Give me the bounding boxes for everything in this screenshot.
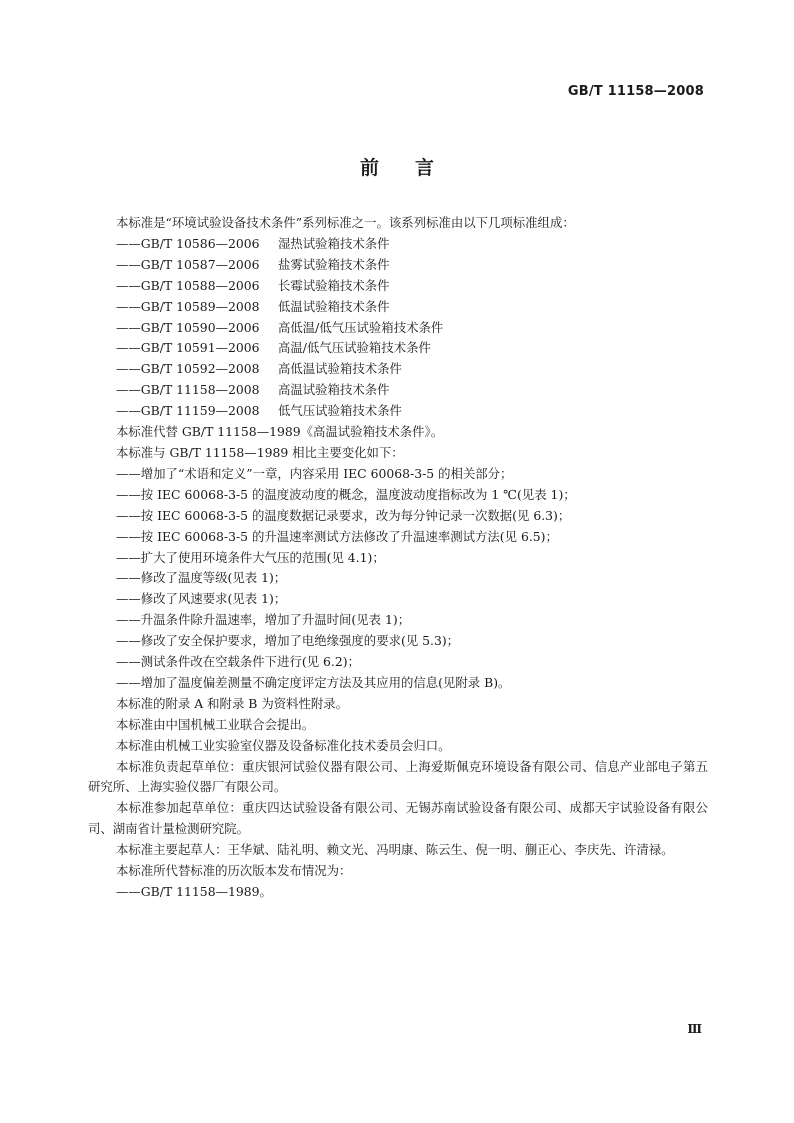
change-item: ——扩大了使用环境条件大气压的范围(见 4.1)； (116, 549, 385, 565)
change-item: ——修改了风速要求(见表 1)； (116, 591, 287, 607)
series-code: ——GB/T 10589—2008 (116, 298, 260, 314)
drafters-paragraph: 本标准主要起草人：王华斌、陆礼明、赖文光、冯明康、陈云生、倪一明、蒯正心、李庆先、许清禄。 (116, 842, 674, 858)
series-name: 高温/低气压试验箱技术条件 (278, 340, 431, 356)
series-code: ——GB/T 10587—2006 (116, 256, 260, 272)
page-number: Ⅲ (687, 1022, 702, 1036)
intro-paragraph: 本标准是“环境试验设备技术条件”系列标准之一。该系列标准由以下几项标准组成： (116, 215, 575, 230)
series-item (88, 359, 708, 380)
series-code: ——GB/T 10588—2006 (116, 277, 260, 293)
series-code: ——GB/T 11159—2008 (116, 403, 260, 419)
series-item (88, 276, 708, 297)
series-item (88, 401, 708, 422)
series-name: 高低温/低气压试验箱技术条件 (278, 319, 444, 335)
document-body (88, 213, 708, 903)
page-title: 前言 (359, 157, 470, 179)
drafting-units-paragraph: 本标准负责起草单位：重庆银河试验仪器有限公司、上海爱斯佩克环境设备有限公司、信息产业部电子第五研究所、上海实验仪器厂有限公司。 (88, 758, 708, 795)
replaces-paragraph: 本标准代替 GB/T 11158—1989《高温试验箱技术条件》。 (116, 424, 444, 440)
standard-code-header: GB/T 11158—2008 (567, 84, 704, 99)
series-item (88, 255, 708, 276)
change-item: ——增加了“术语和定义”一章，内容采用 IEC 60068-3-5 的相关部分； (116, 465, 513, 481)
series-item (88, 234, 708, 255)
series-name: 湿热试验箱技术条件 (278, 235, 390, 251)
series-item (88, 297, 708, 318)
series-code: ——GB/T 11158—2008 (116, 382, 260, 398)
series-name: 高低温试验箱技术条件 (278, 361, 402, 377)
series-code: ——GB/T 10586—2006 (116, 235, 260, 251)
change-item: ——升温条件除升温速率，增加了升温时间(见表 1)； (116, 612, 411, 628)
series-code: ——GB/T 10590—2006 (116, 319, 260, 335)
managed-by-paragraph: 本标准由机械工业实验室仪器及设备标准化技术委员会归口。 (116, 737, 451, 753)
series-name: 低气压试验箱技术条件 (278, 403, 402, 419)
change-item: ——按 IEC 60068-3-5 的升温速率测试方法修改了升温速率测试方法(见 6.5)； (116, 528, 558, 544)
series-item (88, 338, 708, 359)
series-name: 高温试验箱技术条件 (278, 382, 390, 398)
series-name: 低温试验箱技术条件 (278, 298, 390, 314)
change-item: ——测试条件改在空载条件下进行(见 6.2)； (116, 654, 360, 670)
change-item: ——修改了安全保护要求，增加了电绝缘强度的要求(见 5.3)； (116, 633, 460, 649)
change-item: ——按 IEC 60068-3-5 的温度数据记录要求，改为每分钟记录一次数据(见 6.3)； (116, 507, 571, 523)
change-item: ——按 IEC 60068-3-5 的温度波动度的概念，温度波动度指标改为 1 ℃(见表 1)； (116, 486, 576, 502)
appendix-note-paragraph: 本标准的附录 A 和附录 B 为资料性附录。 (116, 695, 349, 711)
change-item: ——增加了温度偏差测量不确定度评定方法及其应用的信息(见附录 B)。 (116, 674, 511, 690)
series-item (88, 380, 708, 401)
series-code: ——GB/T 10592—2008 (116, 361, 260, 377)
changes-intro-paragraph: 本标准与 GB/T 11158—1989 相比主要变化如下： (116, 444, 404, 460)
series-name: 长霉试验箱技术条件 (278, 277, 390, 293)
history-item: ——GB/T 11158—1989。 (116, 884, 272, 899)
participating-units-paragraph: 本标准参加起草单位：重庆四达试验设备有限公司、无锡苏南试验设备有限公司、成都天宇试验设备有限公司、湖南省计量检测研究院。 (88, 800, 708, 837)
proposed-by-paragraph: 本标准由中国机械工业联合会提出。 (116, 716, 315, 732)
series-item (88, 318, 708, 339)
history-intro-paragraph: 本标准所代替标准的历次版本发布情况为： (116, 863, 352, 879)
series-name: 盐雾试验箱技术条件 (278, 256, 390, 272)
series-code: ——GB/T 10591—2006 (116, 340, 260, 356)
change-item: ——修改了温度等级(见表 1)； (116, 570, 287, 586)
